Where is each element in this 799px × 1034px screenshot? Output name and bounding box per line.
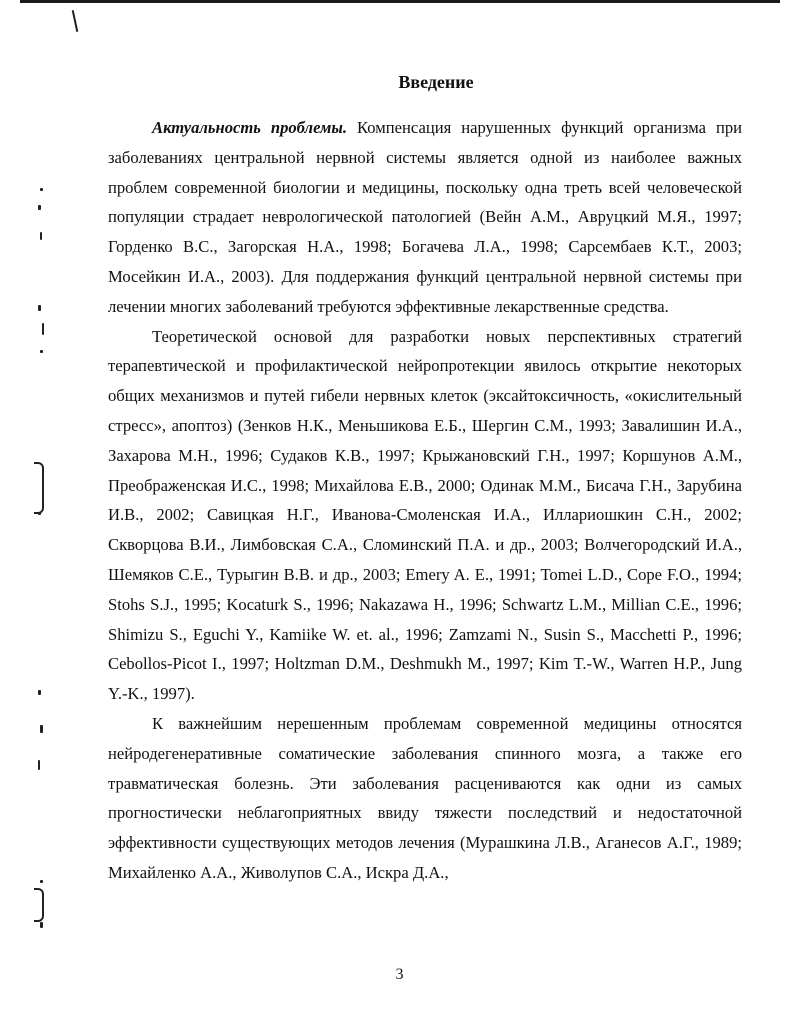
margin-punch-mark [42,323,44,335]
margin-punch-mark [38,690,41,695]
margin-punch-mark [38,512,41,515]
scan-artifact-mark [72,10,79,32]
margin-punch-mark [38,205,41,210]
margin-punch-mark [40,880,43,883]
margin-punch-mark [40,188,43,191]
scan-top-border [20,0,780,3]
margin-punch-mark [38,305,41,311]
margin-bracket-mark [34,462,44,514]
margin-bracket-mark [34,888,44,922]
document-page [108,70,742,888]
paragraph-lead-heading: Актуальность проблемы. [152,118,348,137]
paragraph-unsolved-problems: К важнейшим нерешенным проблемам современной медицины относятся нейродегенеративные соматические заболевания спинного мозга, а также его травматическая болезнь. Эти заболевания расцениваются как одни из самых прогностически неблагоприятных ввиду тяжести последствий и недостаточной эффективности существующих методов лечения (Мурашкина Л.В., Аганесов А.Г., 1989; Михайленко А.А., Живолупов С.А., Искра Д.А., [108,713,742,882]
margin-punch-mark [40,725,43,733]
margin-punch-mark [40,232,42,240]
paragraph-text: Компенсация нарушенных функций организма при заболеваниях центральной нервной системы является одной из наиболее важных проблем современной биологии и медицины, поскольку одна треть всей человеческой популяции страдает неврологической патологией (Вейн А.М., Авруцкий М.Я., 1997; Горденко В.С., Загорская Н.А., 1998; Богачева Л.А., 1998; Сарсембаев К.Т., 2003; Мосейкин И.А., 2003). Для поддержания функций центральной нервной системы при лечении многих заболеваний требуются эффективные лекарственные средства. [108,118,743,316]
paragraph-theoretical-basis: Теоретической основой для разработки новых перспективных стратегий терапевтической и профилактической нейропротекции явилось открытие некоторых общих механизмов и путей гибели нервных клеток (эксайтоксичность, «окислительный стресс», апоптоз) (Зенков Н.К., Меньшикова Е.Б., Шергин С.М., 1993; Завалишин И.А., Захарова М.Н., 1996; Судаков К.В., 1997; Крыжановский Г.Н., 1997; Коршунов А.М., Преображенская И.С., 1998; Михайлова Е.В., 2000; Одинак М.М., Бисача Г.Н., Зарубина И.В., 2002; Савицкая Н.Г., Иванова-Смоленская И.А., Иллариошкин С.Н., 2002; Скворцова В.И., Лимбовская С.А., Сломинский П.А. и др., 2003; Волчегородский И.А., Шемяков С.Е., Турыгин В.В. и др., 2003; Emery A. E., 1991; Tomei L.D., Cope F.O., 1994; Stohs S.J., 1995; Kocaturk S., 1996; Nakazawa H., 1996; Schwartz L.M., Millian C.E., 1996; Shimizu S., Eguchi Y., Kamiike W. et. al., 1996; Zamzami N., Susin S., Macchetti P., 1996; Cebollos-Picot I., 1997; Holtzman D.M., Deshmukh M., 1997; Kim T.-W., Warren H.P., Jung Y.-K., 1997). [108,326,742,704]
section-title: Введение [398,72,474,92]
page-number: 3 [395,966,404,983]
margin-punch-mark [40,922,43,928]
margin-punch-mark [38,760,40,770]
paragraph-relevance [108,113,742,322]
margin-punch-mark [40,350,43,353]
